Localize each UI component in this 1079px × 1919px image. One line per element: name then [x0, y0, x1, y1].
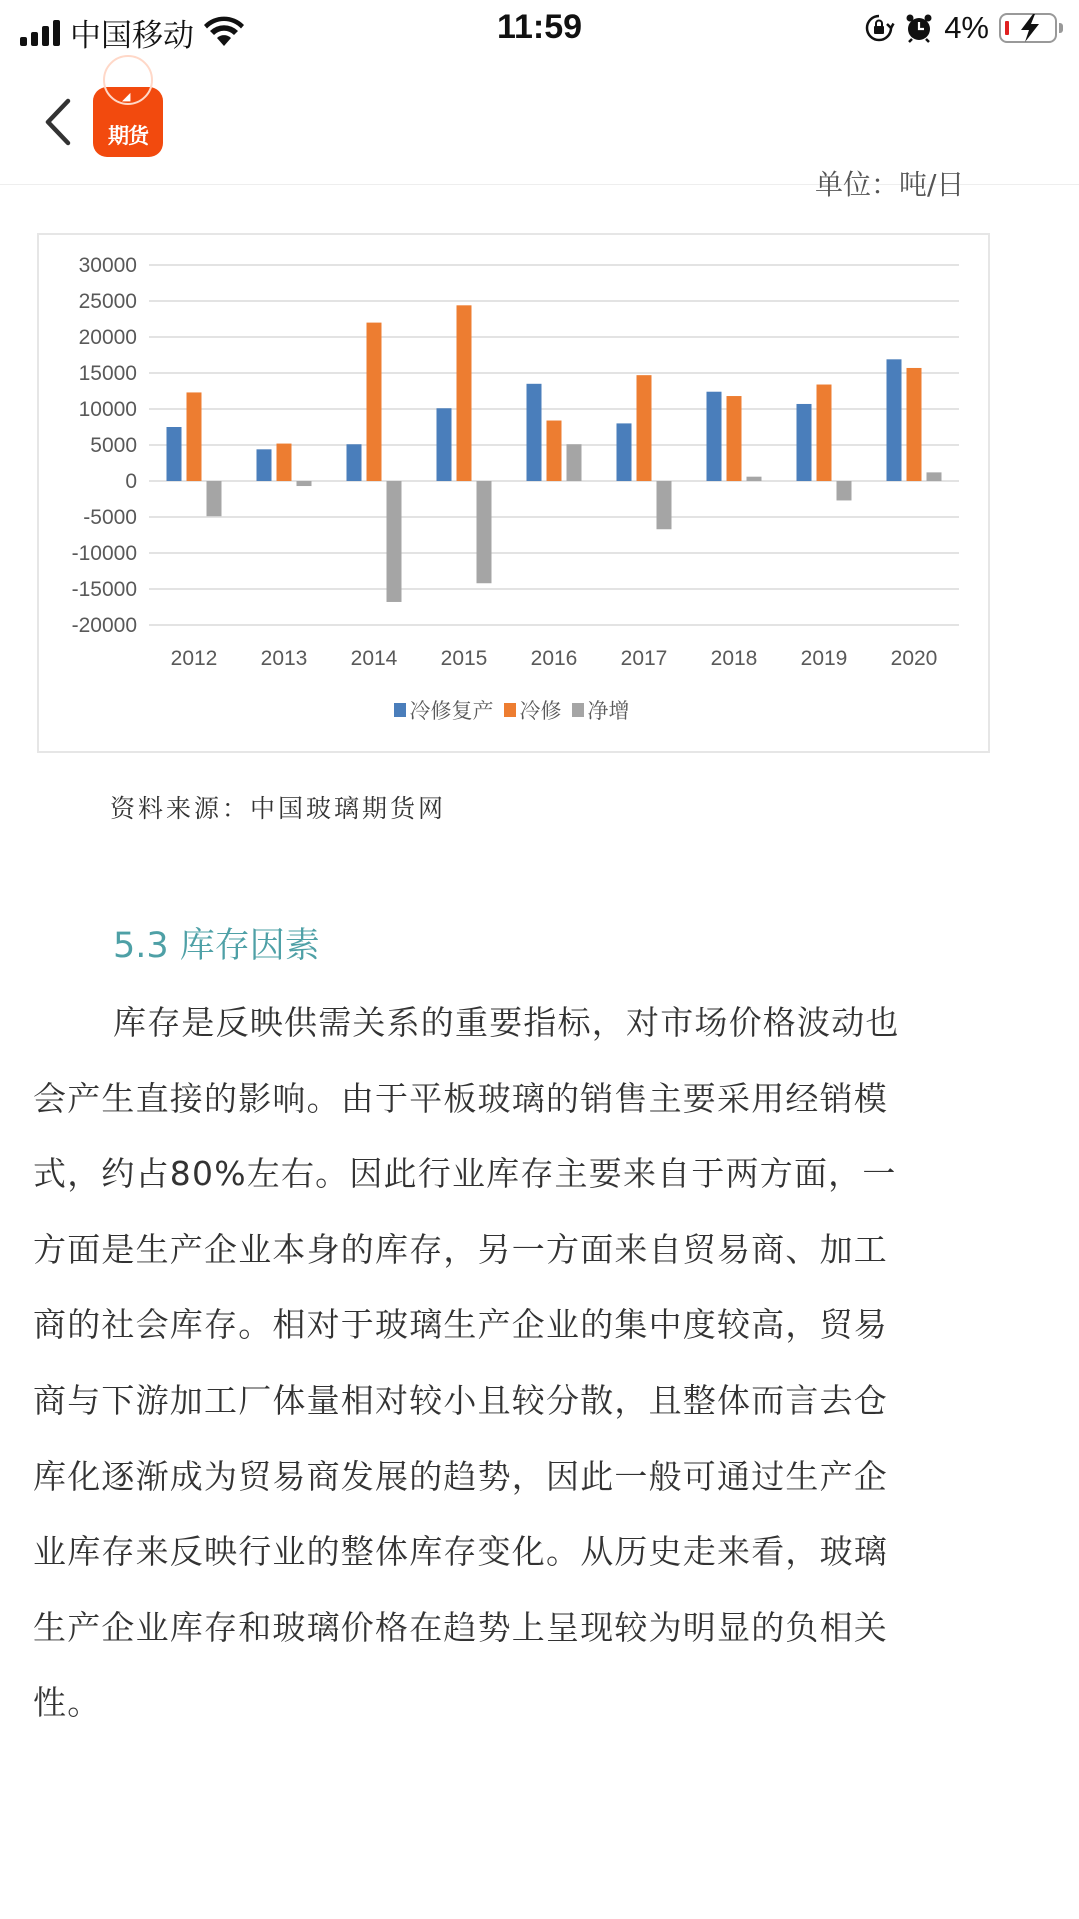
bar	[747, 477, 762, 481]
paragraph-line: 业库存来反映行业的整体库存变化。从历史走来看，玻璃	[33, 1532, 888, 1572]
battery-percent: 4%	[944, 10, 989, 45]
paragraph-line: 生产企业库存和玻璃价格在趋势上呈现较为明显的负相关	[33, 1607, 888, 1647]
alarm-icon	[904, 13, 934, 43]
bar	[477, 481, 492, 583]
y-axis-tick: 5000	[90, 434, 137, 457]
bar	[727, 396, 742, 481]
y-axis-tick: 30000	[78, 254, 137, 277]
bar	[437, 408, 452, 481]
article-paragraph	[33, 985, 998, 1741]
chart-legend	[39, 695, 988, 725]
chart-plot-area	[39, 235, 992, 755]
bar-chart	[37, 233, 990, 753]
paragraph-line: 方面是生产企业本身的库存，另一方面来自贸易商、加工	[33, 1229, 888, 1269]
y-axis-tick: 20000	[78, 326, 137, 349]
bar	[707, 392, 722, 481]
paragraph-line: 性。	[33, 1683, 102, 1723]
paragraph-line: 库存是反映供需关系的重要指标，对市场价格波动也	[113, 1003, 900, 1042]
bar	[297, 481, 312, 486]
chart-source: 资料来源：中国玻璃期货网	[110, 794, 447, 823]
bar	[567, 444, 582, 481]
clock: 11:59	[496, 8, 583, 46]
bar	[167, 427, 182, 481]
bar	[347, 444, 362, 481]
y-axis-tick: 25000	[78, 290, 137, 313]
section-title: 5.3 库存因素	[113, 926, 320, 966]
y-axis-tick: -15000	[71, 578, 137, 601]
paragraph-line: 会产生直接的影响。由于平板玻璃的销售主要采用经销模	[33, 1078, 888, 1118]
legend-item: 冷修	[504, 695, 562, 725]
y-axis-tick: -10000	[71, 542, 137, 565]
x-axis-tick: 2016	[530, 647, 578, 670]
bar	[907, 368, 922, 481]
bar	[547, 421, 562, 481]
y-axis-tick: 10000	[78, 398, 137, 421]
bar	[387, 481, 402, 602]
orientation-lock-icon	[864, 13, 894, 43]
x-axis-tick: 2020	[890, 647, 938, 670]
bar	[927, 472, 942, 481]
carrier-name: 中国移动	[70, 18, 194, 54]
paragraph-line: 库化逐渐成为贸易商发展的趋势，因此一般可通过生产企	[33, 1456, 888, 1496]
x-axis-tick: 2017	[620, 647, 668, 670]
bar	[637, 375, 652, 481]
legend-item: 净增	[572, 695, 630, 725]
x-axis-tick: 2013	[260, 647, 308, 670]
bar	[367, 323, 382, 481]
bar	[657, 481, 672, 529]
bar	[817, 385, 832, 481]
nav-bar	[0, 60, 1079, 185]
bar	[617, 423, 632, 481]
y-axis-tick: -20000	[71, 614, 137, 637]
x-axis-tick: 2014	[350, 647, 398, 670]
bar	[457, 305, 472, 481]
x-axis-tick: 2019	[800, 647, 848, 670]
unit-label: 单位：吨/日	[815, 168, 965, 201]
x-axis-tick: 2015	[440, 647, 488, 670]
bar	[187, 392, 202, 481]
x-axis-tick: 2018	[710, 647, 758, 670]
bar	[257, 449, 272, 481]
y-axis-tick: 15000	[78, 362, 137, 385]
bar	[837, 481, 852, 500]
paragraph-line: 式，约占80%左右。因此行业库存主要来自于两方面，一	[33, 1154, 897, 1194]
wing-icon: ◢	[122, 90, 131, 103]
status-bar	[0, 0, 1079, 60]
battery-charging-icon	[999, 13, 1057, 43]
bar	[887, 359, 902, 481]
bar	[277, 444, 292, 481]
y-axis-tick: 0	[125, 470, 137, 493]
paragraph-line: 商的社会库存。相对于玻璃生产企业的集中度较高，贸易	[33, 1305, 888, 1345]
bar	[797, 404, 812, 481]
legend-item: 冷修复产	[394, 695, 494, 725]
paragraph-line: 商与下游加工厂体量相对较小且较分散，且整体而言去仓	[33, 1380, 888, 1420]
app-logo[interactable]: ◢ 期货	[93, 87, 163, 157]
x-axis-tick: 2012	[170, 647, 218, 670]
bar	[527, 384, 542, 481]
bar	[207, 481, 222, 516]
chevron-left-icon[interactable]	[38, 95, 78, 149]
y-axis-tick: -5000	[83, 506, 137, 529]
